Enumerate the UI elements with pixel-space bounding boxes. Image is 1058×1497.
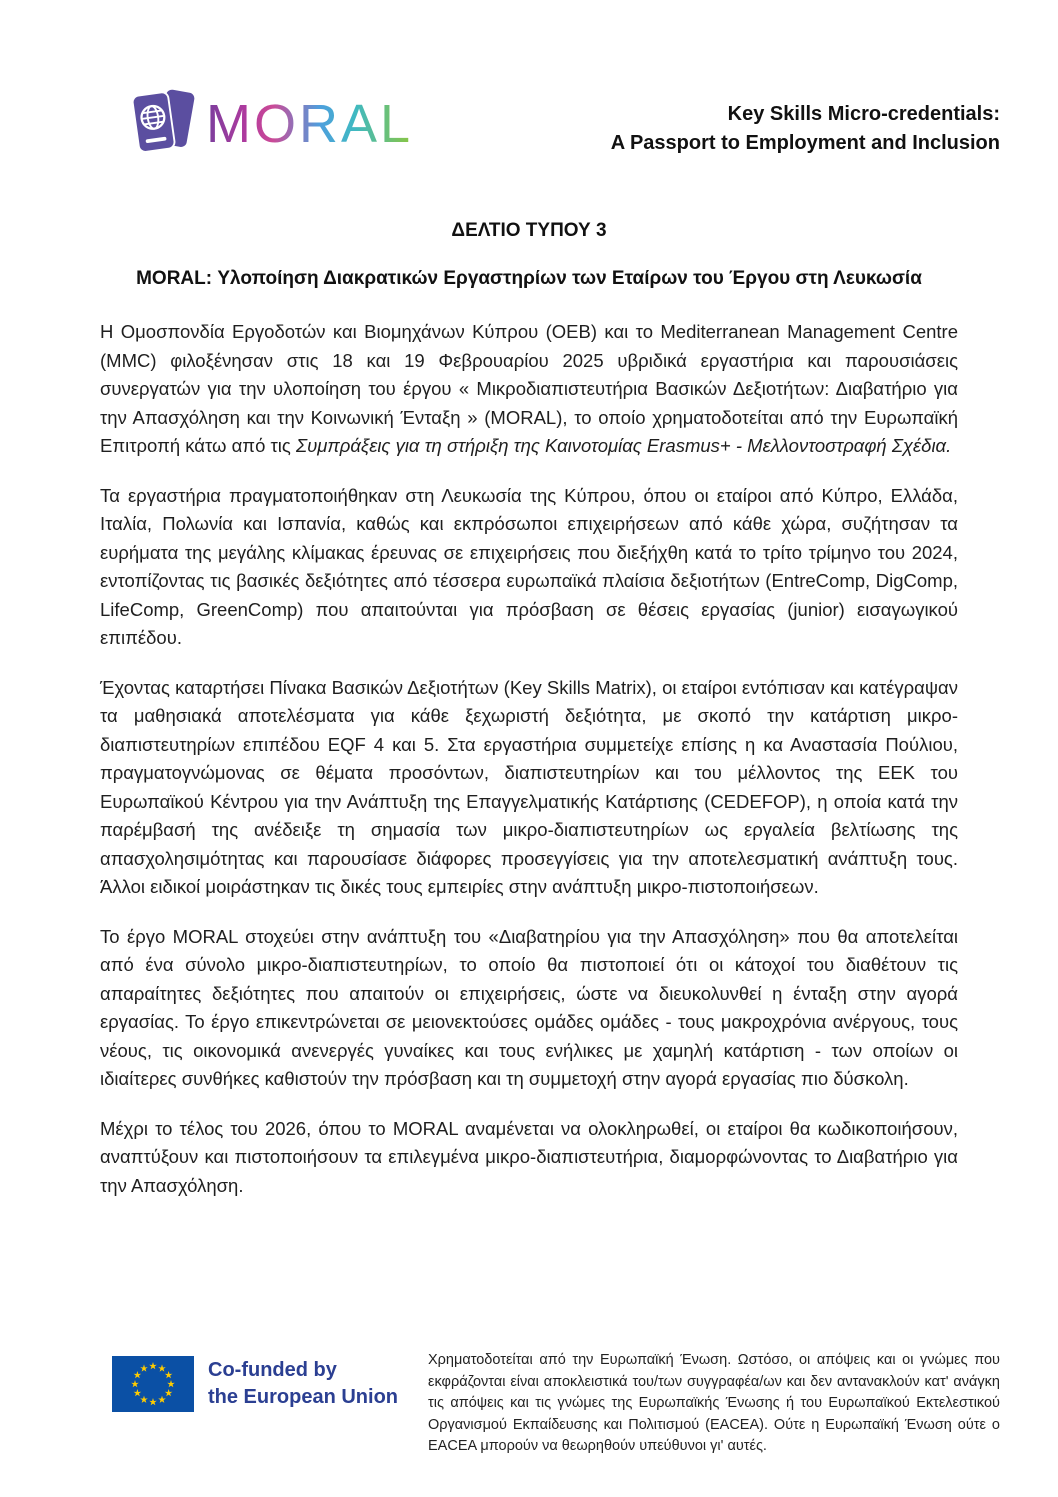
eu-cofunded-line1: Co-funded by [208, 1359, 337, 1381]
page-header [0, 0, 1058, 162]
funding-disclaimer: Χρηματοδοτείται από την Ευρωπαϊκή Ένωση. Ωστόσο, οι απόψεις και οι γνώμες που εκφράζονται είναι αποκλειστικά του/των συγγραφέα/ων και δεν αντανακλούν κατ' ανάγκη τις απόψεις και τις γνώμες της Ευρωπαϊκής Ένωσης ή του Ευρωπαϊκού Εκτελεστικού Οργανισμού Εκπαίδευσης και Πολιτισμού (EACEA). Ούτε η Ευρωπαϊκή Ένωση ούτε ο EACEA μπορούν να θεωρηθούν υπεύθυνοι γι' αυτές. [428, 1352, 1000, 1454]
paragraph-5: Μέχρι το τέλος του 2026, όπου το MORAL αναμένεται να ολοκληρωθεί, οι εταίροι θα κωδικοποιήσουν, αναπτύξουν και πιστοποιήσουν τα επιλεγμένα μικρο-διαπιστευτήρια, διαμορφώνοντας το Διαβατήριο για την Απασχόληση. [100, 1117, 958, 1196]
brand-wordmark: MORAL [206, 94, 414, 154]
paragraph-1-italic: Συμπράξεις για τη στήριξη της Καινοτομίας Erasmus+ - Μελλοντοστραφή Σχέδια. [295, 435, 952, 456]
eu-cofunded-label [208, 1357, 398, 1411]
press-release-title: ΔΕΛΤΙΟ ΤΥΠΟΥ 3 [451, 220, 607, 241]
paragraph-1-text: Η Ομοσπονδία Εργοδοτών και Βιομηχάνων Κύπρου (ΟΕΒ) και το Mediterranean Management Centre (MMC) φιλοξένησαν στις 18 και 19 Φεβρουαρίου 2025 υβριδικά εργαστήρια και παρουσιάσεις συνεργατών για την υλοποίηση του έργου « Μικροδιαπιστευτήρια Βασικών Δεξιοτήτων: Διαβατήριο για την Απασχόληση και την Κοινωνική Ένταξη » (MORAL), το οποίο χρηματοδοτείται από την Ευρωπαϊκή Επιτροπή κάτω από τις [100, 321, 958, 456]
tagline-line1: Key Skills Micro-credentials: [727, 103, 1000, 125]
paragraph-3: Έχοντας καταρτήσει Πίνακα Βασικών Δεξιοτήτων (Key Skills Matrix), οι εταίροι εντόπισαν και κατέγραψαν τα μαθησιακά αποτελέσματα για κάθε ξεχωριστή δεξιότητα, με σκοπό την κατάρτιση μικρο-διαπιστευτηρίων επιπέδου EQF 4 και 5. Στα εργαστήρια συμμετείχε επίσης η κα Αναστασία Πούλιου, πραγματογνώμονας σε θέματα προσόντων, διαπιστευτηρίων και του μέλλοντος της ΕΕΚ του Ευρωπαϊκού Κέντρου για την Ανάπτυξη της Επαγγελματικής Κατάρτισης (CEDEFOP), η οποία κατά την παρέμβασή της ανέδειξε τη σημασία των μικρο-διαπιστευτηρίων ως εργαλεία βελτίωσης της απασχολησιμότητας και παρουσίασε διάφορες προσεγγίσεις για την αποτελεσματική ανάπτυξη τους. Άλλοι ειδικοί μοιράστηκαν τις δικές τους εμπειρίες στην ανάπτυξη μικρο-πιστοποιήσεων. [100, 676, 958, 897]
page-footer [112, 1350, 1000, 1458]
press-release-subtitle: MORAL: Υλοποίηση Διακρατικών Εργαστηρίων των Εταίρων του Έργου στη Λευκωσία [136, 268, 922, 289]
document-body [0, 318, 1058, 1200]
project-tagline [611, 86, 1000, 158]
tagline-line2: A Passport to Employment and Inclusion [610, 132, 1000, 154]
passport-icon [128, 86, 200, 162]
paragraph-4: Το έργο MORAL στοχεύει στην ανάπτυξη του «Διαβατηρίου για την Απασχόληση» που θα αποτελείται από ένα σύνολο μικρο-διαπιστευτηρίων, το οποίο θα πιστοποιεί ότι οι κάτοχοί του διαθέτουν τις απαραίτητες δεξιότητες που απαιτούν οι επιχειρήσεις, ώστε να διευκολυνθεί η ένταξη στην αγορά εργασίας. Το έργο επικεντρώνεται σε μειονεκτούσες ομάδες ομάδες - τους μακροχρόνια ανέργους, τους νέους, τις οικονομικά ανενεργές γυναίκες και τους ενήλικες με χαμηλή κατάρτιση - των οποίων οι ιδιαίτερες συνθήκες καθιστούν την πρόσβαση και τη συμμετοχή στην αγορά εργασίας πιο δύσκολη. [100, 925, 958, 1089]
eu-cofunded-line2: the European Union [208, 1386, 398, 1408]
eu-flag-icon [112, 1356, 194, 1412]
eu-cofunded-logo [112, 1350, 398, 1412]
moral-logo [128, 86, 413, 162]
paragraph-2: Τα εργαστήρια πραγματοποιήθηκαν στη Λευκωσία της Κύπρου, όπου οι εταίροι από Κύπρο, Ελλάδα, Ιταλία, Πολωνία και Ισπανία, καθώς και εκπρόσωποι επιχειρήσεων από κάθε χώρα, συζήτησαν τα ευρήματα της μεγάλης κλίμακας έρευνας σε επιχειρήσεις που διεξήχθη κατά το τρίτο τρίμηνο του 2024, εντοπίζοντας τις βασικές δεξιότητες από τέσσερα ευρωπαϊκά πλαίσια δεξιοτήτων (EntreComp, DigComp, LifeComp, GreenComp) που απαιτούνται για πρόσβαση σε θέσεις εργασίας (junior) εισαγωγικού επιπέδου. [100, 484, 958, 648]
paragraph-1 [100, 318, 958, 461]
